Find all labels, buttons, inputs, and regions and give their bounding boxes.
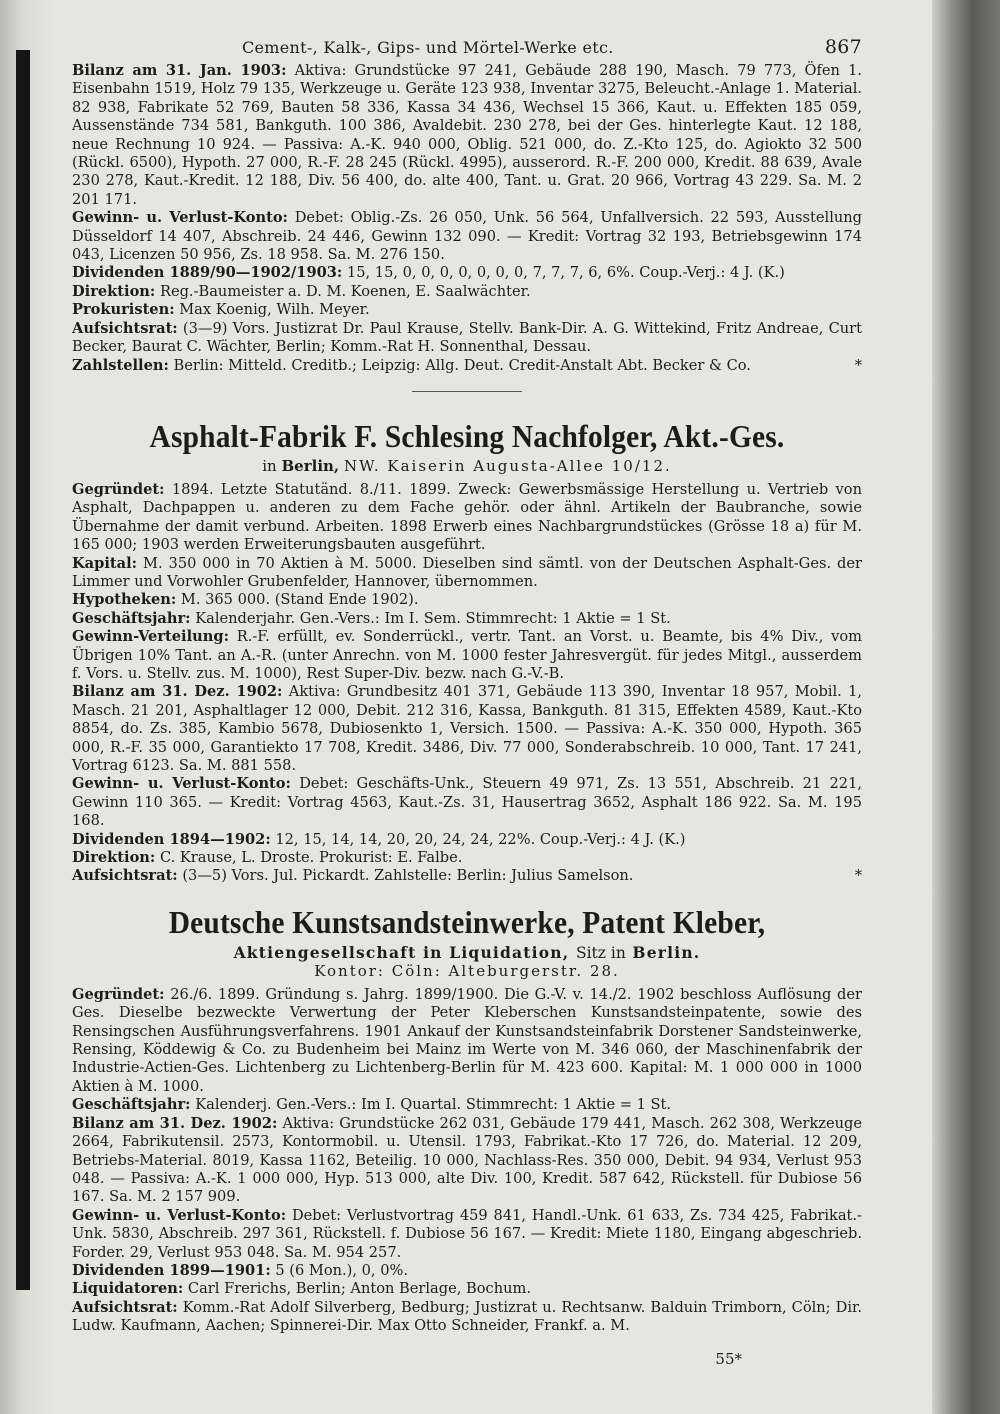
entry-text: Debet: Verlustvortrag 459 841, Handl.-Unk. 61 633, Zs. 734 425, Fabrikat.-Unk. 5830, Abschreib. 297 361, Rückstell. f. Dubiose 56 167. — Kredit: Miete 1180, Eingang abgeschrieb. Forder. 29, Verlust 953 048. Sa. M. 954 257. [72, 1206, 862, 1261]
page-number: 867 [824, 36, 862, 58]
entry-top-para [72, 62, 862, 209]
entry-label: Bilanz am 31. Jan. 1903: [72, 62, 287, 79]
entry-text: (3—9) Vors. Justizrat Dr. Paul Krause, Stellv. Bank-Dir. A. G. Wittekind, Fritz Andreae, Curt Becker, Baurat C. Wächter, Berlin; Komm.-Rat H. Sonnenthal, Dessau. [72, 319, 862, 356]
entry-kunstsand-para [72, 986, 862, 1096]
entry-label: Geschäftsjahr: [72, 609, 191, 627]
entry-top-para [72, 320, 862, 357]
entry-asphalt-para [72, 555, 862, 592]
entry-asphalt-para [72, 775, 862, 830]
page-edge-shadow [932, 0, 1000, 1414]
entry-text: Carl Frerichs, Berlin; Anton Berlage, Bochum. [187, 1280, 531, 1298]
entry-label: Direktion: [72, 849, 156, 867]
entry-asphalt-para [72, 610, 862, 628]
entry-asphalt-para [72, 867, 862, 885]
entry-asphalt [72, 481, 862, 886]
entry-label: Gegründet: [72, 985, 165, 1003]
entry-text: Aktiva: Grundstücke 97 241, Gebäude 288 190, Masch. 79 773, Öfen 1. Eisenbahn 1519, Holz 79 135, Werkzeuge u. Geräte 123 938, Inventar 3275, Beleucht.-Anlage 1. Material. 82 938, Fabrikate 52 769, Bauten 58 336, Kassa 34 436, Wechsel 15 366, Kaut. u. Effekten 185 059, Aussenstände 734 581, Bankguth. 100 386, Avaldebit. 230 278, bei der Ges. hinterlegte Kaut. 12 188, neue Rechnung 10 924. — Passiva: A.-K. 940 000, Oblig. 521 000, do. Z.-Kto 125, do. Agiokto 32 500 (Rückl. 6500), Hypoth. 27 000, R.-F. 28 245 (Rückl. 4995), ausserord. R.-F. 200 000, Kredit. 88 639, Avale 230 278, Kaut.-Kredit. 12 188, Div. 56 400, do. alte 400, Tant. u. Grat. 20 966, Vortrag 43 229. Sa. M. 2 201 171. [72, 62, 863, 208]
location-prefix: in [262, 456, 277, 475]
entry-top-para [72, 357, 862, 375]
entry-text: M. 365 000. (Stand Ende 1902). [180, 591, 419, 609]
binding-strip [16, 50, 30, 1290]
entry-text: 26./6. 1899. Gründung s. Jahrg. 1899/1900. Die G.-V. v. 14./2. 1902 beschloss Auflösung der Ges. Dieselbe bezweckte Verwertung der Peter Kleberschen Kunstsandsteinpatente, sowie des Rensingschen Ausführungsverfahrens. 1901 Ankauf der Kunstsandsteinfabrik Dorstener Sandsteinwerke, Rensing, Köddewig & Co. zu Budenheim bei Mainz im Werte von M. 346 060, der Maschinenfabrik der Industrie-Actien-Ges. Lichtenberg zu Lichtenberg-Berlin für M. 423 600. Kapital: M. 1 000 000 in 1000 Aktien à M. 1000. [72, 985, 862, 1095]
sheet-signature: 55* [715, 1350, 742, 1368]
section-divider [412, 391, 522, 392]
entry-text: 5 (6 Mon.), 0, 0%. [275, 1261, 408, 1279]
entry-label: Prokuristen: [72, 301, 175, 319]
entry-asphalt-para [72, 831, 862, 849]
entry-text: (3—5) Vors. Jul. Pickardt. Zahlstelle: Berlin: Julius Samelson. [182, 867, 634, 885]
entry-label: Aufsichtsrat: [72, 1298, 178, 1316]
entry-top-para [72, 283, 862, 301]
location-address: NW. Kaiserin Augusta-Allee 10/12. [343, 456, 672, 475]
seat-label: Sitz in [575, 943, 626, 962]
entry-kunstsand-para [72, 1299, 862, 1336]
entry-kunstsand-para [72, 1262, 862, 1280]
page [72, 30, 863, 1368]
entry-label: Gegründet: [72, 480, 165, 498]
legal-form: Aktiengesellschaft in Liquidation, [233, 942, 570, 962]
entry-label: Aufsichtsrat: [72, 867, 178, 885]
entry-label: Dividenden 1894—1902: [72, 830, 271, 848]
entry-kunstsand-para [72, 1115, 862, 1207]
entry-label: Hypotheken: [72, 591, 177, 609]
entry-text: R.-F. erfüllt, ev. Sonderrückl., vertr. Tant. an Vorst. u. Beamte, bis 4% Div., vom Übrigen 10% Tant. an A.-R. (unter Anrechn. von M. 1000 fester Jahresvergüt. für jedes Mitgl., ausserdem f. Vors. u. Stellv. zus. M. 1000), Rest Super-Div. bezw. nach G.-V.-B. [72, 628, 863, 682]
entry-label: Zahlstellen: [72, 356, 169, 374]
entry-label: Gewinn-Verteilung: [72, 628, 229, 646]
entry-label: Dividenden 1899—1901: [72, 1261, 271, 1279]
entry-label: Direktion: [72, 282, 156, 300]
entry-label: Gewinn- u. Verlust-Konto: [72, 1206, 287, 1224]
entry-text: 1894. Letzte Statutänd. 8./11. 1899. Zweck: Gewerbsmässige Herstellung u. Vertrieb von Asphalt, Dachpappen u. anderen zu dem Fache gehör. oder ähnl. Artikeln der Baubranche, sowie Übernahme der damit verbund. Arbeiten. 1898 Erwerb eines Nachbargrundstückes (Grösse 18 a) für M. 165 000; 1903 werden Erweiterungsbauten ausgeführt. [72, 480, 862, 554]
entry-label: Gewinn- u. Verlust-Konto: [72, 775, 291, 793]
entry-kunstsand-para [72, 1280, 862, 1298]
entry-label: Dividenden 1889/90—1902/1903: [72, 264, 343, 282]
firm-legal-form [72, 943, 862, 962]
entry-asphalt-para [72, 481, 862, 555]
running-header [72, 30, 862, 62]
entry-text: Debet: Oblig.-Zs. 26 050, Unk. 56 564, Unfallversich. 22 593, Ausstellung Düsseldorf 14 407, Abschreib. 24 446, Gewinn 132 090. — Kredit: Vortrag 32 193, Betriebsgewinn 174 043, Licenzen 50 956, Zs. 18 958. Sa. M. 276 150. [72, 209, 863, 264]
entry-text: Reg.-Baumeister a. D. M. Koenen, E. Saalwächter. [159, 282, 531, 300]
entry-asphalt-para [72, 628, 862, 683]
entry-asphalt-para [72, 849, 862, 867]
entry-kunstsand-para [72, 1096, 862, 1114]
seat-city: Berlin. [632, 942, 701, 962]
entry-top-para [72, 301, 862, 319]
entry-text: Debet: Geschäfts-Unk., Steuern 49 971, Zs. 13 551, Abschreib. 21 221, Gewinn 110 365. — Kredit: Vortrag 4563, Kaut.-Zs. 31, Hausertrag 3652, Asphalt 186 922. Sa. M. 195 168. [72, 775, 862, 830]
entry-text: 12, 15, 14, 14, 20, 20, 24, 24, 22%. Coup.-Verj.: 4 J. (K.) [275, 830, 686, 848]
entry-text: Kalenderj. Gen.-Vers.: Im I. Quartal. Stimmrecht: 1 Aktie = 1 St. [195, 1096, 672, 1114]
firm-title-asphalt: Asphalt-Fabrik F. Schlesing Nachfolger, Akt.-Ges. [149, 417, 785, 454]
entry-label: Gewinn- u. Verlust-Konto: [72, 209, 288, 227]
revision-star: * [854, 356, 862, 374]
entry-label: Bilanz am 31. Dez. 1902: [72, 1114, 278, 1132]
entry-text: Komm.-Rat Adolf Silverberg, Bedburg; Justizrat u. Rechtsanw. Balduin Trimborn, Cöln; Dir. Ludw. Kaufmann, Aachen; Spinnerei-Dir. Max Otto Schneider, Frankf. a. M. [72, 1298, 862, 1335]
entry-text: C. Krause, L. Droste. Prokurist: E. Falbe. [159, 849, 463, 867]
entry-label: Liquidatoren: [72, 1280, 184, 1298]
firm-title-kunstsand: Deutsche Kunstsandsteinwerke, Patent Kleber, [168, 903, 766, 940]
entry-kunstsand-para [72, 1207, 862, 1262]
firm-location-asphalt [72, 457, 862, 475]
entry-label: Aufsichtsrat: [72, 319, 178, 337]
running-title: Cement-, Kalk-, Gips- und Mörtel-Werke etc. [242, 38, 614, 57]
entry-text: M. 350 000 in 70 Aktien à M. 5000. Dieselben sind sämtl. von der Deutschen Asphalt-Ges. der Limmer und Vorwohler Grubenfelder, Hannover, übernommen. [72, 554, 863, 590]
entry-text: Aktiva: Grundstücke 262 031, Gebäude 179 441, Masch. 262 308, Werkzeuge 2664, Fabrikutensil. 2573, Kontormobil. u. Utensil. 1793, Fabrikat.-Kto 17 726, do. Material. 12 209, Betriebs-Material. 8019, Kassa 1162, Beteilig. 10 000, Nachlass-Res. 350 000, Debit. 94 934, Verlust 953 048. — Passiva: A.-K. 1 000 000, Hyp. 513 000, alte Div. 100, Kredit. 587 642, Rückstell. für Dubiose 56 167. Sa. M. 2 157 909. [72, 1114, 863, 1206]
entry-asphalt-para [72, 591, 862, 609]
entry-top-para [72, 209, 862, 264]
entry-label: Bilanz am 31. Dez. 1902: [72, 683, 283, 701]
revision-star: * [854, 867, 862, 885]
entry-text: Aktiva: Grundbesitz 401 371, Gebäude 113 390, Inventar 18 957, Mobil. 1, Masch. 21 201, Asphaltlager 12 000, Debit. 212 316, Kassa, Bankguth. 81 315, Effekten 4589, Kaut.-Kto 8854, do. Zs. 385, Kambio 5678, Dubiosenkto 1, Versich. 1500. — Passiva: A.-K. 350 000, Hypoth. 365 000, R.-F. 35 000, Garantiekto 17 708, Kredit. 3486, Div. 77 000, Sonderabschreib. 10 000, Tant. 17 241, Vortrag 6123. Sa. M. 881 558. [72, 683, 863, 774]
entry-label: Geschäftsjahr: [72, 1096, 191, 1114]
entry-text: Kalenderjahr. Gen.-Vers.: Im I. Sem. Stimmrecht: 1 Aktie = 1 St. [195, 609, 671, 627]
entry-label: Kapital: [72, 554, 138, 572]
entry-text: Max Koenig, Wilh. Meyer. [179, 301, 370, 319]
entry-top-para [72, 264, 862, 282]
entry-text: 15, 15, 0, 0, 0, 0, 0, 0, 0, 7, 7, 7, 6, 6%. Coup.-Verj.: 4 J. (K.) [346, 264, 785, 282]
entry-text: Berlin: Mitteld. Creditb.; Leipzig: Allg. Deut. Credit-Anstalt Abt. Becker & Co. [173, 356, 751, 374]
entry-top [72, 62, 862, 375]
firm-kontor: Kontor: Cöln: Alteburgerstr. 28. [314, 961, 620, 980]
entry-kunstsand [72, 986, 862, 1336]
location-city: Berlin, [281, 456, 340, 475]
entry-asphalt-para [72, 683, 862, 775]
